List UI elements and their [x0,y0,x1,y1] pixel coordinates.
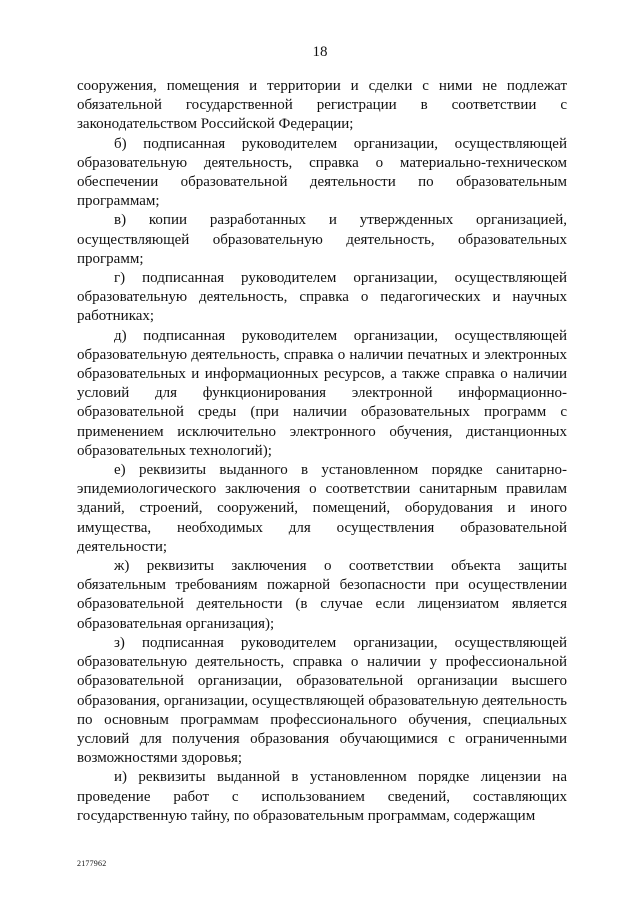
paragraph-item-zh: ж) реквизиты заключения о соответствии объекта защиты обязательным требованиям пожарной безопасности при осуществлении образовательной деятельности (в случае если лицензиатом является образовательная организация); [77,558,567,632]
paragraph-item-v: в) копии разработанных и утвержденных организацией, осуществляющей образовательную деятельность, образовательных программ; [77,212,567,267]
document-body [77,77,567,826]
paragraph-item-i: и) реквизиты выданной в установленном порядке лицензии на проведение работ с использованием сведений, составляющих государственную тайну, по образовательным программам, содержащим [77,769,567,824]
paragraph-item-b: б) подписанная руководителем организации, осуществляющей образовательную деятельность, справка о материально-техническом обеспечении образовательной деятельности по образовательным программам; [77,135,567,210]
paragraph-item-z: з) подписанная руководителем организации, осуществляющей образовательную деятельность, справка о наличии у профессиональной образовательной организации, образовательной организации высшего образования, организации, осуществляющей образовательную деятельность по основным программам профессионального обучения, специальных условий для получения образования обучающимися с ограниченными возможностями здоровья; [77,634,567,767]
document-code: 2177962 [77,859,107,868]
paragraph-continuation: сооружения, помещения и территории и сделки с ними не подлежат обязательной государственной регистрации в соответствии с законодательством Российской Федерации; [77,78,567,133]
paragraph-item-d: д) подписанная руководителем организации, осуществляющей образовательную деятельность, справка о наличии печатных и электронных образовательных и информационных ресурсов, а также справка о наличии условий для функционирования электронной информационно-образовательной среды (при наличии образовательных программ с применением исключительно электронного обучения, дистанционных образовательных технологий); [77,327,567,459]
page-number: 18 [312,44,328,60]
paragraph-item-g: г) подписанная руководителем организации, осуществляющей образовательную деятельность, справка о педагогических и научных работниках; [77,270,567,325]
paragraph-item-e: е) реквизиты выданного в установленном порядке санитарно-эпидемиологического заключения о соответствии санитарным правилам зданий, строений, сооружений, помещений, оборудования и иного имущества, необходимых для осуществления образовательной деятельности; [77,462,567,555]
